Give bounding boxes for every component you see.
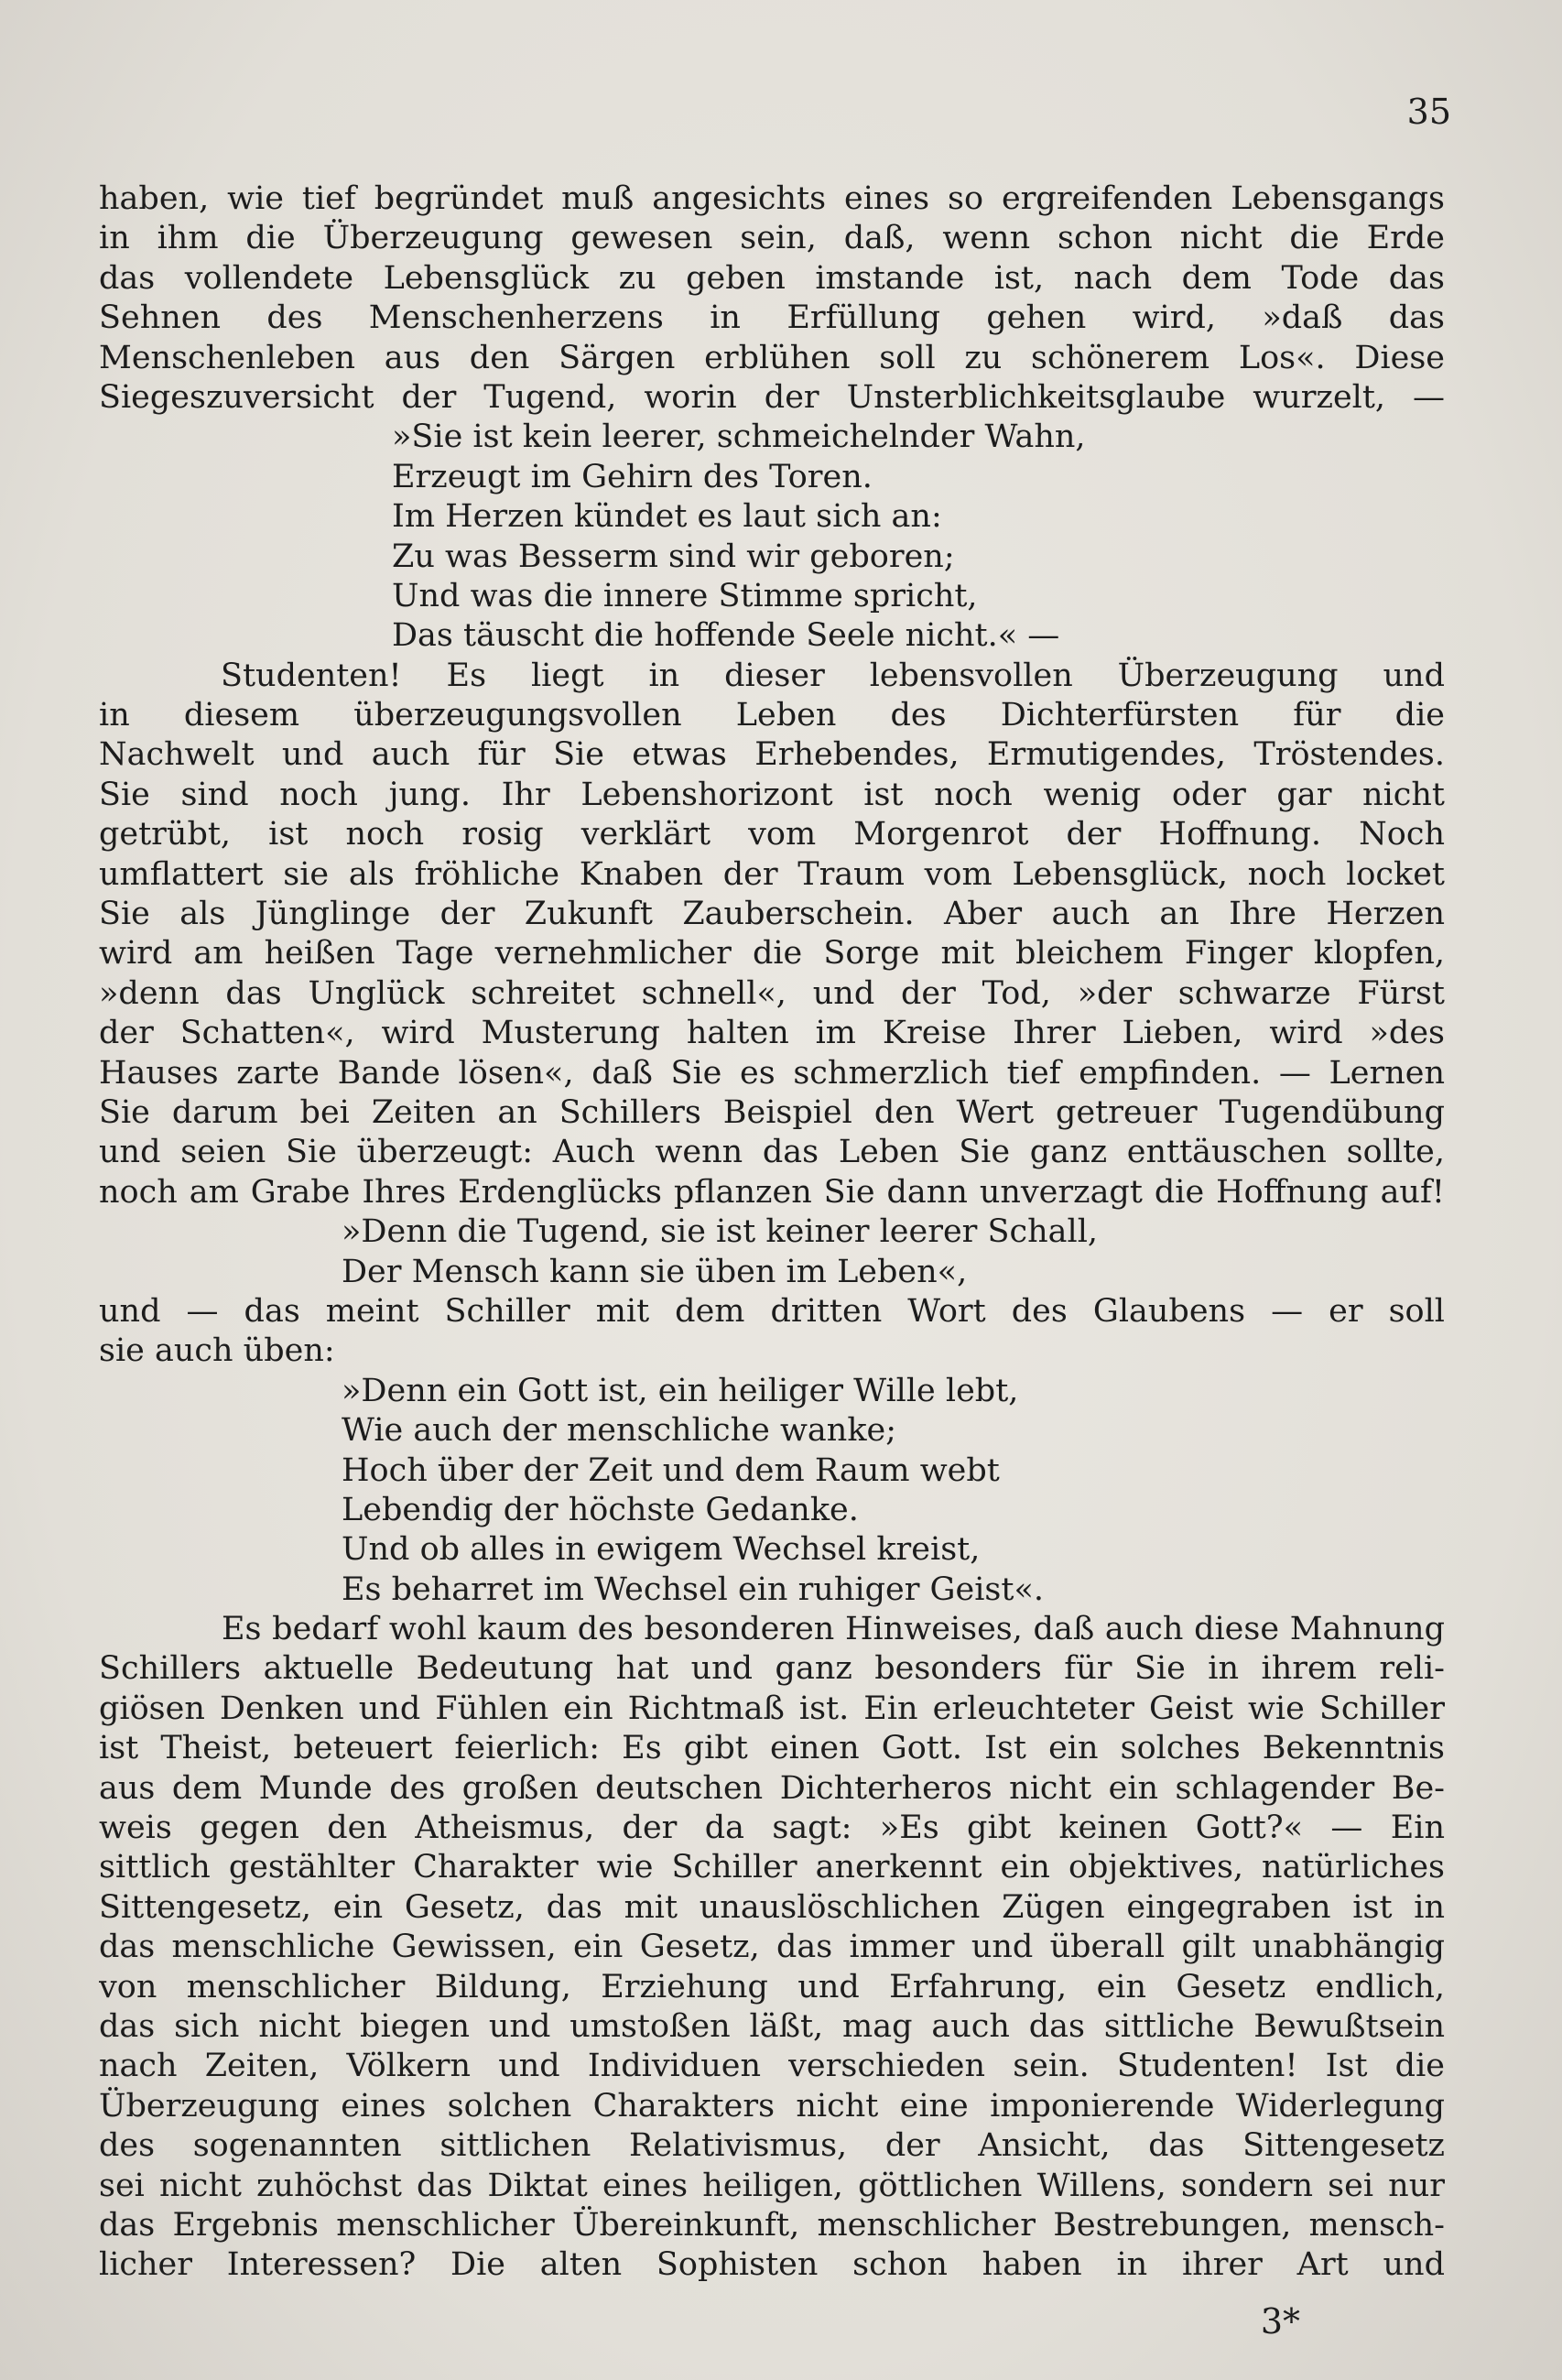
verse-line: »Denn ein Gott ist, ein heiliger Wille lebt, [342,1372,1019,1409]
text-line: ist Theist, beteuert feierlich: Es gibt einen Gott. Ist ein solches Bekenntnis [99,1730,1445,1767]
verse-line: Das täuscht die hoffende Seele nicht.« — [392,617,1060,655]
page-number: 35 [1406,92,1451,132]
verse-line: Wie auch der menschliche wanke; [342,1412,897,1450]
text-line: noch am Grabe Ihres Erdenglücks pflanzen Sie dann unverzagt die Hoffnung auf! [99,1173,1445,1211]
text-line: und — das meint Schiller mit dem dritten Wort des Glaubens — er soll [99,1292,1445,1330]
text-line: und seien Sie überzeugt: Auch wenn das Leben Sie ganz enttäuschen sollte, [99,1134,1445,1171]
text-line: Überzeugung eines solchen Charakters nicht eine imponierende Widerlegung [99,2087,1445,2125]
text-line: Hauses zarte Bande lösen«, daß Sie es schmerzlich tief empfinden. — Lernen [99,1054,1445,1092]
verse-line: Lebendig der höchste Gedanke. [342,1491,859,1528]
verse-line: Und ob alles in ewigem Wechsel kreist, [342,1531,981,1569]
verse-line: Der Mensch kann sie üben im Leben«, [342,1253,968,1290]
text-line: licher Interessen? Die alten Sophisten schon haben in ihrer Art und [99,2246,1445,2284]
verse-line: Im Herzen kündet es laut sich an: [392,498,942,536]
text-line: Nachwelt und auch für Sie etwas Erhebendes, Ermutigendes, Tröstendes. [99,736,1445,774]
text-line: wird am heißen Tage vernehmlicher die Sorge mit bleichem Finger klopfen, [99,935,1445,973]
text-line: von menschlicher Bildung, Erziehung und Erfahrung, ein Gesetz endlich, [99,1968,1445,2005]
verse-line: Erzeugt im Gehirn des Toren. [392,458,873,495]
text-line: Sie als Jünglinge der Zukunft Zauberschein. Aber auch an Ihre Herzen [99,896,1445,933]
text-line: haben, wie tief begründet muß angesichts eines so ergreifenden Lebensgangs [99,180,1445,217]
verse-line: Zu was Besserm sind wir geboren; [392,538,955,575]
text-line: »denn das Unglück schreitet schnell«, und der Tod, »der schwarze Fürst [99,974,1445,1012]
text-line: giösen Denken und Fühlen ein Richtmaß ist. Ein erleuchteter Geist wie Schiller [99,1690,1445,1727]
text-line: Sehnen des Menschenherzens in Erfüllung gehen wird, »daß das [99,299,1445,337]
text-line: das menschliche Gewissen, ein Gesetz, das immer und überall gilt unabhängig [99,1929,1445,1966]
text-line: nach Zeiten, Völkern und Individuen verschieden sein. Studenten! Ist die [99,2048,1445,2085]
text-line: Sittengesetz, ein Gesetz, das mit unauslöschlichen Zügen eingegraben ist in [99,1888,1445,1926]
text-line: des sogenannten sittlichen Relativismus, der Ansicht, das Sittengesetz [99,2127,1445,2165]
signature-mark: 3* [1260,2301,1300,2342]
text-line: weis gegen den Atheismus, der da sagt: »Es gibt keinen Gott?« — Ein [99,1809,1445,1847]
text-line: der Schatten«, wird Musterung halten im Kreise Ihrer Lieben, wird »des [99,1015,1445,1052]
text-line: Schillers aktuelle Bedeutung hat und ganz besonders für Sie in ihrem reli- [99,1650,1445,1688]
verse-line: Es beharret im Wechsel ein ruhiger Geist«. [342,1570,1044,1608]
text-line: in ihm die Überzeugung gewesen sein, daß, wenn schon nicht die Erde [99,220,1445,257]
text-line: sei nicht zuhöchst das Diktat eines heiligen, göttlichen Willens, sondern sei nur [99,2167,1445,2204]
text-line: sittlich gestählter Charakter wie Schiller anerkennt ein objektives, natürliches [99,1849,1445,1886]
text-line: Sie darum bei Zeiten an Schillers Beispiel den Wert getreuer Tugendübung [99,1093,1445,1131]
text-line: getrübt, ist noch rosig verklärt vom Morgenrot der Hoffnung. Noch [99,816,1445,853]
text-line: sie auch üben: [99,1332,335,1370]
verse-line: »Denn die Tugend, sie ist keiner leerer Schall, [342,1213,1099,1251]
text-line: Studenten! Es liegt in dieser lebensvollen Überzeugung und [221,657,1445,694]
text-line: Menschenleben aus den Särgen erblühen soll zu schönerem Los«. Diese [99,339,1445,376]
text-line: in diesem überzeugungsvollen Leben des Dichterfürsten für die [99,697,1445,734]
body-text [99,179,1445,2286]
text-line: Siegeszuversicht der Tugend, worin der Unsterblichkeitsglaube wurzelt, — [99,378,1445,416]
verse-line: Hoch über der Zeit und dem Raum webt [342,1451,1000,1489]
verse-line: »Sie ist kein leerer, schmeichelnder Wahn, [392,418,1086,456]
verse-line: Und was die innere Stimme spricht, [392,577,978,614]
text-line: umflattert sie als fröhliche Knaben der Traum vom Lebensglück, noch locket [99,855,1445,893]
text-line: das Ergebnis menschlicher Übereinkunft, menschlicher Bestrebungen, mensch- [99,2206,1445,2244]
text-line: aus dem Munde des großen deutschen Dichterheros nicht ein schlagender Be- [99,1769,1445,1807]
text-line: das vollendete Lebensglück zu geben imstande ist, nach dem Tode das [99,259,1445,297]
text-line: Sie sind noch jung. Ihr Lebenshorizont ist noch wenig oder gar nicht [99,776,1445,813]
text-line: das sich nicht biegen und umstoßen läßt, mag auch das sittliche Bewußtsein [99,2007,1445,2045]
text-line: Es bedarf wohl kaum des besonderen Hinweises, daß auch diese Mahnung [222,1611,1445,1648]
